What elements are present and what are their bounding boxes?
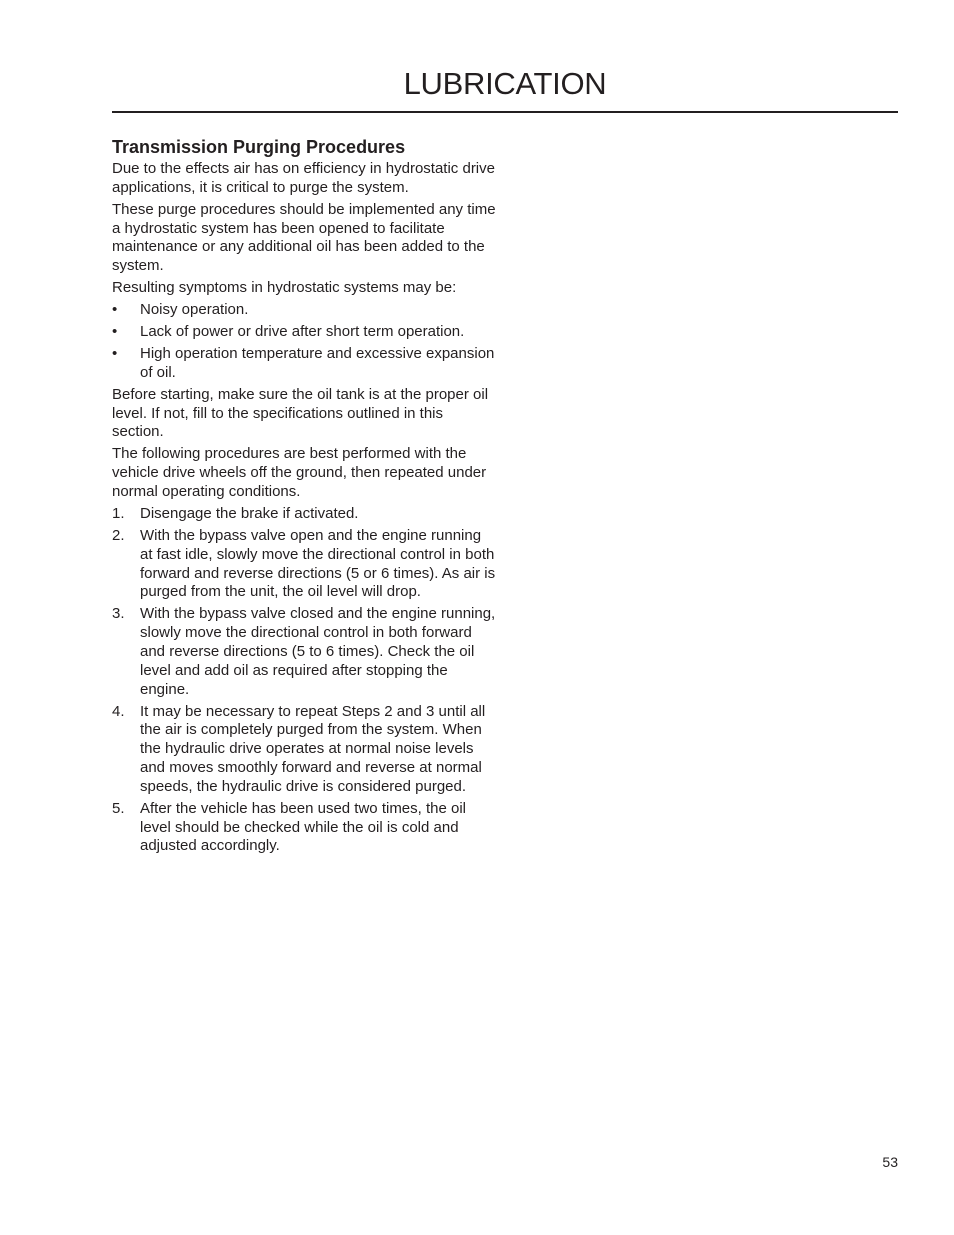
content-column [112,136,496,859]
bullet-marker: • [112,323,118,341]
middle-paragraph-2: The following procedures are best performed with the vehicle drive wheels off the ground, then repeated under normal operating conditions. [112,445,487,501]
list-item [112,703,496,797]
symptom-text: Lack of power or drive after short term operation. [140,323,465,341]
step-text: With the bypass valve closed and the engine running, slowly move the directional control in both forward and reverse directions (5 to 6 times). Check the oil level and add oil as required after stopping the engine. [140,605,496,698]
section-heading: Transmission Purging Procedures [112,137,406,157]
title-rule [112,111,898,113]
step-number: 3. [112,605,125,623]
list-item [112,800,496,856]
bullet-marker: • [112,345,118,363]
bullet-marker: • [112,301,118,319]
intro-paragraph-2: These purge procedures should be implemented any time a hydrostatic system has been opened to facilitate maintenance or any additional oil has been added to the system. [112,200,496,275]
step-number: 4. [112,702,125,720]
list-item [112,527,496,602]
intro-paragraph-1: Due to the effects air has on efficiency in hydrostatic drive applications, it is critical to purge the system. [112,160,495,196]
step-number: 1. [112,505,125,523]
list-item [112,605,496,699]
step-number: 2. [112,527,125,545]
step-text: With the bypass valve open and the engine running at fast idle, slowly move the directional control in both forward and reverse directions (5 or 6 times). As air is purged from the unit, the oil level will drop. [140,527,496,601]
step-text: After the vehicle has been used two times, the oil level should be checked while the oil is cold and adjusted accordingly. [140,799,467,855]
symptom-text: High operation temperature and excessive expansion of oil. [140,345,495,381]
list-item [112,323,496,342]
procedure-steps [112,505,496,856]
list-item [112,345,496,383]
page-title: LUBRICATION [403,66,607,101]
page-number: 53 [882,1154,898,1170]
step-text: Disengage the brake if activated. [140,505,359,523]
step-text: It may be necessary to repeat Steps 2 and 3 until all the air is completely purged from the system. When the hydraulic drive operates at normal noise levels and moves smoothly forward and reverse at normal speeds, the hydraulic drive is considered purged. [140,702,486,795]
list-item [112,505,496,524]
list-item [112,301,496,320]
middle-paragraph-1: Before starting, make sure the oil tank is at the proper oil level. If not, fill to the specifications outlined in this section. [112,385,489,441]
symptom-list [112,301,496,383]
step-number: 5. [112,799,125,817]
intro-paragraph-3: Resulting symptoms in hydrostatic systems may be: [112,279,457,297]
symptom-text: Noisy operation. [140,301,249,319]
